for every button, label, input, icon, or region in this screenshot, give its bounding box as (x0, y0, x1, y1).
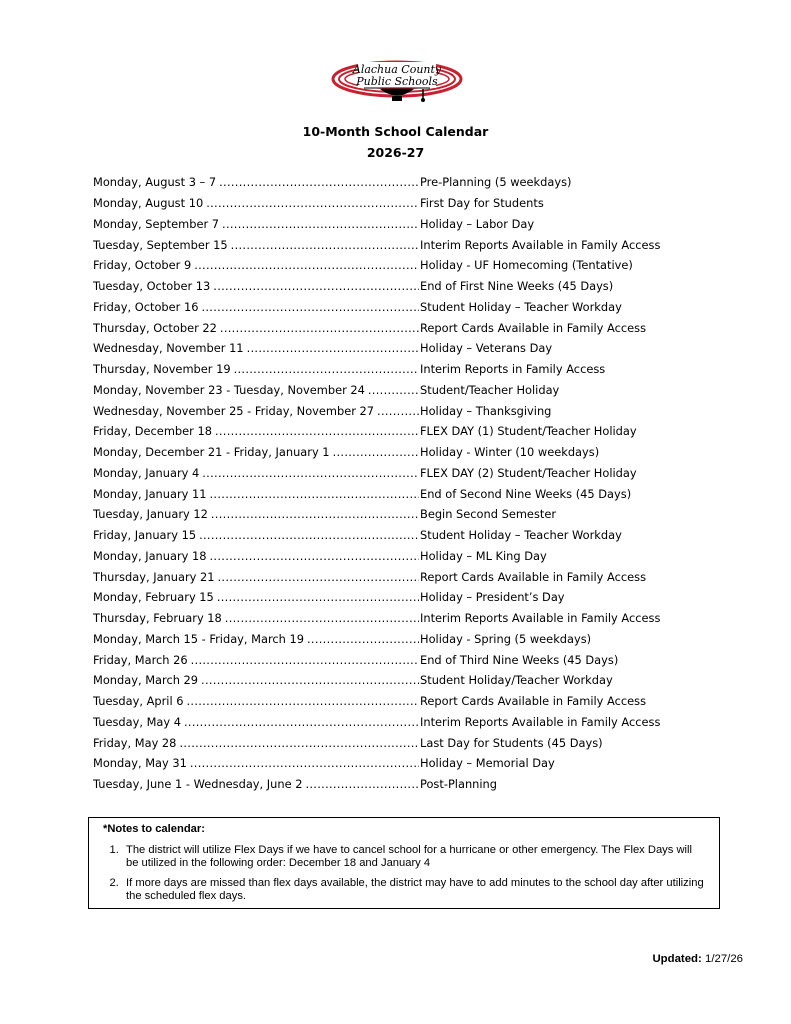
row-event: Holiday – Memorial Day (420, 756, 555, 771)
row-date: Monday, May 31 (93, 756, 187, 771)
row-date-cell (93, 632, 419, 646)
row-date-cell (93, 404, 419, 418)
row-date: Tuesday, June 1 - Wednesday, June 2 (93, 777, 303, 792)
row-date: Monday, August 3 – 7 (93, 175, 217, 190)
row-event: Begin Second Semester (420, 507, 557, 522)
row-event: Holiday – ML King Day (420, 548, 547, 563)
leader-dots (234, 362, 419, 376)
row-date-cell (93, 321, 419, 335)
leader-dots (220, 321, 419, 335)
row-date-cell (93, 653, 419, 667)
notes-list (101, 844, 705, 904)
row-date: Tuesday, September 15 (93, 237, 228, 252)
calendar-row (93, 214, 713, 235)
updated-label: Updated: (652, 953, 702, 965)
leader-dots (210, 487, 419, 501)
row-event: Interim Reports Available in Family Access (420, 611, 661, 626)
logo-line2: Public Schools (356, 75, 438, 88)
notes-title: *Notes to calendar: (103, 823, 205, 835)
row-event: Interim Reports Available in Family Access (420, 714, 661, 729)
leader-dots (194, 258, 419, 272)
row-date: Monday, January 4 (93, 465, 200, 480)
row-date: Monday, March 29 (93, 673, 199, 688)
logo-line1: Alachua County (352, 63, 442, 76)
leader-dots (218, 570, 419, 584)
row-date: Monday, February 15 (93, 590, 214, 605)
row-date: Monday, January 18 (93, 548, 207, 563)
row-date-cell (93, 611, 419, 625)
row-event: Interim Reports in Family Access (420, 362, 606, 377)
row-date-cell (93, 424, 419, 438)
calendar-row (93, 566, 713, 587)
row-date-cell (93, 756, 419, 770)
row-date-cell (93, 341, 419, 355)
row-date: Wednesday, November 11 (93, 341, 244, 356)
leader-dots (222, 217, 419, 231)
row-event: End of Third Nine Weeks (45 Days) (420, 652, 619, 667)
row-event: FLEX DAY (2) Student/Teacher Holiday (420, 465, 637, 480)
calendar-heading (0, 121, 791, 163)
row-date-cell (93, 217, 419, 231)
row-date-cell (93, 258, 419, 272)
row-date: Tuesday, January 12 (93, 507, 208, 522)
row-date: Tuesday, October 13 (93, 279, 211, 294)
row-date-cell (93, 445, 419, 459)
calendar-row (93, 774, 713, 795)
updated-stamp (652, 953, 743, 965)
leader-dots (215, 424, 419, 438)
calendar-row (93, 587, 713, 608)
calendar-row (93, 276, 713, 297)
logo-graphic (330, 58, 465, 108)
updated-date: 1/27/26 (704, 953, 743, 965)
calendar-row (93, 712, 713, 733)
row-event: Holiday - UF Homecoming (Tentative) (420, 258, 633, 273)
calendar-row (93, 691, 713, 712)
row-event: End of First Nine Weeks (45 Days) (420, 279, 614, 294)
calendar-row (93, 421, 713, 442)
leader-dots (377, 404, 419, 418)
row-date-cell (93, 487, 419, 501)
row-event: Interim Reports Available in Family Access (420, 237, 661, 252)
leader-dots (231, 238, 419, 252)
row-date-cell (93, 507, 419, 521)
row-date-cell (93, 528, 419, 542)
row-date: Friday, March 26 (93, 652, 188, 667)
row-date: Friday, December 18 (93, 424, 212, 439)
leader-dots (186, 694, 419, 708)
row-date-cell (93, 362, 419, 376)
row-event: Holiday - Spring (5 weekdays) (420, 631, 592, 646)
calendar-row (93, 753, 713, 774)
row-date-cell (93, 383, 419, 397)
leader-dots (368, 383, 419, 397)
row-date: Monday, January 11 (93, 486, 207, 501)
row-date-cell (93, 300, 419, 314)
row-event: Report Cards Available in Family Access (420, 694, 647, 709)
leader-dots (201, 300, 419, 314)
calendar-row (93, 255, 713, 276)
row-date: Monday, September 7 (93, 216, 220, 231)
row-date: Thursday, October 22 (93, 320, 217, 335)
row-date: Tuesday, May 4 (93, 714, 181, 729)
calendar-row (93, 732, 713, 753)
row-date-cell (93, 736, 419, 750)
row-event: FLEX DAY (1) Student/Teacher Holiday (420, 424, 637, 439)
calendar-row (93, 463, 713, 484)
calendar-row (93, 380, 713, 401)
note-item: 1. The district will utilize Flex Days if we have to cancel school for a hurricane or other emergency. The Flex Days will be utilized in the following order: December 18 and January 4 (122, 844, 705, 871)
row-event: Report Cards Available in Family Access (420, 569, 647, 584)
row-date: Monday, March 15 - Friday, March 19 (93, 631, 304, 646)
row-date: Monday, November 23 - Tuesday, November 24 (93, 382, 365, 397)
calendar-row (93, 359, 713, 380)
calendar-row (93, 483, 713, 504)
row-date: Thursday, January 21 (93, 569, 215, 584)
row-date: Monday, August 10 (93, 196, 204, 211)
row-date-cell (93, 466, 419, 480)
row-event: Holiday – President’s Day (420, 590, 565, 605)
row-date-cell (93, 777, 419, 791)
leader-dots (191, 653, 419, 667)
row-event: Student/Teacher Holiday (420, 382, 560, 397)
calendar-row (93, 193, 713, 214)
row-date-cell (93, 279, 419, 293)
school-year: 2026-27 (366, 145, 425, 160)
calendar-row (93, 608, 713, 629)
row-date-cell (93, 590, 419, 604)
leader-dots (206, 196, 419, 210)
row-date: Thursday, February 18 (93, 611, 222, 626)
row-date-cell (93, 715, 419, 729)
row-event: Student Holiday – Teacher Workday (420, 528, 622, 543)
row-date-cell (93, 673, 419, 687)
row-date-cell (93, 175, 419, 189)
leader-dots (247, 341, 419, 355)
row-event: Holiday – Veterans Day (420, 341, 553, 356)
notes-box (88, 817, 720, 909)
leader-dots (217, 590, 419, 604)
calendar-row (93, 234, 713, 255)
leader-dots (213, 279, 419, 293)
row-event: Student Holiday/Teacher Workday (420, 673, 613, 688)
row-event: Last Day for Students (45 Days) (420, 735, 603, 750)
leader-dots (202, 466, 419, 480)
row-event: Post-Planning (420, 777, 498, 792)
leader-dots (201, 673, 419, 687)
calendar-row (93, 546, 713, 567)
row-date: Friday, October 16 (93, 299, 199, 314)
row-event: Holiday - Winter (10 weekdays) (420, 445, 600, 460)
row-date: Monday, December 21 - Friday, January 1 (93, 445, 330, 460)
leader-dots (184, 715, 419, 729)
row-date: Friday, January 15 (93, 528, 197, 543)
row-event: Holiday – Thanksgiving (420, 403, 552, 418)
row-event: First Day for Students (420, 196, 544, 211)
row-event: Report Cards Available in Family Access (420, 320, 647, 335)
row-date: Thursday, November 19 (93, 362, 231, 377)
leader-dots (219, 175, 419, 189)
leader-dots (211, 507, 419, 521)
row-date: Friday, October 9 (93, 258, 192, 273)
calendar-row (93, 629, 713, 650)
leader-dots (225, 611, 419, 625)
row-event: End of Second Nine Weeks (45 Days) (420, 486, 632, 501)
calendar-row (93, 297, 713, 318)
row-date-cell (93, 238, 419, 252)
row-date-cell (93, 694, 419, 708)
calendar-row (93, 400, 713, 421)
calendar-row (93, 442, 713, 463)
calendar-list (93, 172, 713, 795)
row-date-cell (93, 196, 419, 210)
row-date: Tuesday, April 6 (93, 694, 184, 709)
leader-dots (199, 528, 419, 542)
calendar-row (93, 649, 713, 670)
leader-dots (179, 736, 419, 750)
row-date: Friday, May 28 (93, 735, 177, 750)
leader-dots (190, 756, 419, 770)
leader-dots (307, 632, 419, 646)
row-event: Pre-Planning (5 weekdays) (420, 175, 572, 190)
district-logo (330, 58, 465, 108)
page-title: 10-Month School Calendar (302, 124, 489, 139)
calendar-row (93, 525, 713, 546)
leader-dots (333, 445, 419, 459)
calendar-row (93, 670, 713, 691)
row-date-cell (93, 570, 419, 584)
row-event: Holiday – Labor Day (420, 216, 535, 231)
row-date: Wednesday, November 25 - Friday, November 27 (93, 403, 375, 418)
calendar-row (93, 504, 713, 525)
row-date-cell (93, 549, 419, 563)
calendar-row (93, 338, 713, 359)
row-event: Student Holiday – Teacher Workday (420, 299, 622, 314)
leader-dots (305, 777, 419, 791)
note-item: 2. If more days are missed than flex days available, the district may have to add minutes to the school day after utilizing the scheduled flex days. (122, 877, 705, 904)
calendar-row (93, 317, 713, 338)
leader-dots (210, 549, 419, 563)
calendar-row (93, 172, 713, 193)
